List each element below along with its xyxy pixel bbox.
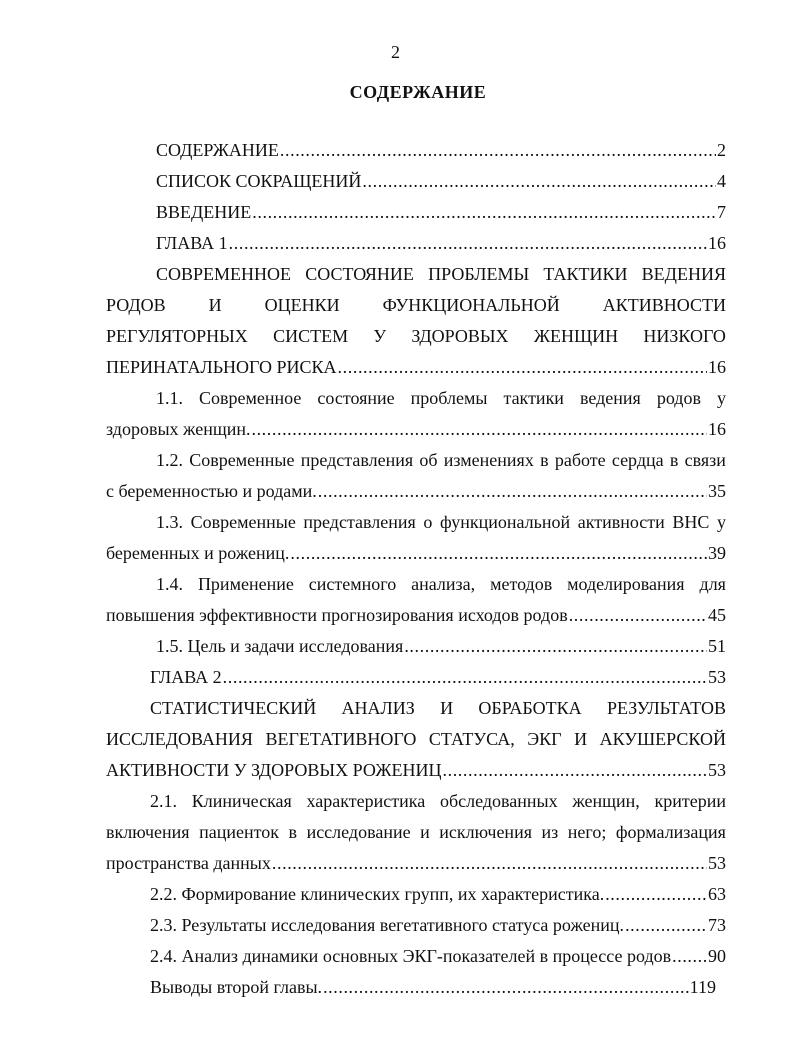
word: СОВРЕМЕННОЕ [156,264,292,284]
word: У [373,326,387,346]
word: представления [300,450,414,470]
word: ОЦЕНКИ [264,295,340,315]
word: характеристика [306,791,426,811]
toc-entry-chapter1-title[interactable] [106,357,726,388]
word: проблемы [410,388,488,408]
word: включения [106,822,190,842]
toc-leader-dots [223,667,707,688]
word: него; [567,822,607,842]
word: Современное [199,388,302,408]
toc-leader-dots [404,636,707,657]
word: обследованных [439,791,558,811]
word: методов [490,574,553,594]
toc-entry-text: 2.3. Результаты исследования вегетативного статуса рожениц. [150,915,625,935]
toc-leader-dots [251,419,707,440]
word: критерии [654,791,726,811]
page-number: 2 [391,42,400,62]
word: функциональной [440,512,571,532]
word: РЕГУЛЯТОРНЫХ [106,326,248,346]
word: НИЗКОГО [643,326,726,346]
toc-entry-page: 16 [708,357,726,377]
word: в [540,450,549,470]
word: РЕЗУЛЬТАТОВ [606,698,726,718]
toc-entry-chapter2-conclusions[interactable] [150,977,716,1008]
toc-entry-page: 53 [708,667,726,687]
word: родов [656,388,701,408]
toc-leader-dots [672,946,707,967]
word: СТАТИСТИЧЕСКИЙ [150,698,317,718]
toc-entry-section-1-3[interactable] [106,543,726,574]
word: ВНС [672,512,710,532]
toc-entry-page: 45 [708,605,726,625]
toc-entry-section-2-1[interactable] [106,853,726,884]
word: СОСТОЯНИЕ [305,264,414,284]
toc-entry-text: ВВЕДЕНИЕ [156,202,252,222]
toc-chapter2-title-line-2 [106,729,726,760]
toc-entry-section-2-3[interactable] [150,915,726,946]
toc-entry-page: 51 [708,636,726,656]
word: моделирования [567,574,685,594]
toc-chapter1-title-line-2 [106,295,726,326]
toc-entry-page: 90 [708,946,726,966]
toc-entry-text: 1.5. Цель и задачи исследования [156,636,404,656]
word: ОБРАБОТКА [478,698,582,718]
toc-leader-dots [338,357,707,378]
word: СИСТЕМ [273,326,349,346]
word: 1.2. [156,450,183,470]
word: Клиническая [191,791,292,811]
toc-entry-text: ГЛАВА 1 [156,233,228,253]
word: ЖЕНЩИН [533,326,619,346]
word: ЭКГ [527,729,562,749]
word: в [669,450,679,470]
toc-entry-text: пространства данных [106,853,271,873]
word: АКУШЕРСКОЙ [599,729,726,749]
toc-section-1-2-line-1 [156,450,726,481]
word: представления [303,512,416,532]
word: в [288,822,298,842]
word: работе [554,450,606,470]
word: у [716,512,726,532]
toc-leader-dots [443,760,708,781]
word: об [419,450,438,470]
toc-chapter2-title-line-1 [150,698,726,729]
toc-entry-text: СОДЕРЖАНИЕ [156,140,279,160]
toc-entry-page: 4 [717,171,726,191]
word: ФУНКЦИОНАЛЬНОЙ [382,295,560,315]
toc-entry-text: Выводы второй главы. [150,977,323,997]
word: Современные [190,512,296,532]
toc-entry-section-1-4[interactable] [106,605,726,636]
word: СТАТУСА, [428,729,515,749]
toc-entry-page: 16 [708,419,726,439]
toc-entry-text: АКТИВНОСТИ У ЗДОРОВЫХ РОЖЕНИЦ [106,760,442,780]
toc-entry-text: ПЕРИНАТАЛЬНОГО РИСКА [106,357,337,377]
word: 1.3. [156,512,183,532]
toc-entry-chapter1-label[interactable] [156,233,726,264]
toc-leader-dots [625,915,707,936]
toc-section-2-1-line-2 [106,822,726,853]
toc-entry-page: 119 [689,977,716,997]
word: исключения [439,822,532,842]
toc-entry-page: 39 [708,543,726,563]
word: ИССЛЕДОВАНИЯ [106,729,253,749]
word: 1.1. [156,388,183,408]
toc-entry-page: 63 [708,884,726,904]
toc-leader-dots [323,977,689,998]
word: у [716,388,726,408]
toc-entry-introduction[interactable] [156,202,726,233]
toc-entry-section-1-5[interactable] [156,636,726,667]
toc-entry-text: повышения эффективности прогнозирования исходов родов [106,605,568,625]
word: АКТИВНОСТИ [602,295,726,315]
word: АНАЛИЗ [341,698,415,718]
word: активности [577,512,665,532]
toc-entry-page: 53 [708,760,726,780]
toc-leader-dots [280,140,716,161]
word: тактики [503,388,564,408]
word: пациенток [199,822,279,842]
word: И [574,729,588,749]
word: о [423,512,433,532]
word: анализа, [411,574,476,594]
toc-leader-dots [569,605,707,626]
toc-leader-dots [229,233,707,254]
toc-leader-dots [252,202,716,223]
toc-entry-abbreviations[interactable] [156,171,726,202]
toc-leader-dots [272,853,707,874]
word: ЗДОРОВЫХ [411,326,509,346]
toc-section-1-3-line-1 [156,512,726,543]
toc-section-1-4-line-1 [156,574,726,605]
word: изменениях [443,450,534,470]
word: формализация [615,822,726,842]
word: для [699,574,726,594]
word: исследование [306,822,411,842]
toc-entry-page: 16 [708,233,726,253]
toc-entry-text: ГЛАВА 2 [150,667,222,687]
word: связи [684,450,726,470]
page-title: СОДЕРЖАНИЕ [349,82,487,102]
word: ПРОБЛЕМЫ [428,264,530,284]
toc-entry-text: СПИСОК СОКРАЩЕНИЙ [156,171,362,191]
toc-entry-section-1-1[interactable] [106,419,726,450]
toc-section-1-1-line-1 [156,388,726,419]
toc-entry-text: с беременностью и родами. [106,481,317,501]
word: Применение [197,574,294,594]
toc-leader-dots [318,481,707,502]
toc-entry-page: 53 [708,853,726,873]
word: женщин, [572,791,640,811]
toc-leader-dots [362,171,716,192]
toc-entry-page: 7 [717,202,726,222]
word: Современные [189,450,295,470]
toc-entry-section-2-2[interactable] [150,884,726,915]
toc-entry-chapter2-label[interactable] [150,667,726,698]
toc-entry-section-1-2[interactable] [106,481,726,512]
toc-entry-page: 35 [708,481,726,501]
word: 2.1. [150,791,177,811]
word: и [420,822,430,842]
toc-entry-text: 2.2. Формирование клинических групп, их характеристика. [150,884,605,904]
toc-entry-section-2-4[interactable] [150,946,726,977]
toc-section-2-1-line-1 [150,791,726,822]
toc-entry-text: 2.4. Анализ динамики основных ЭКГ-показателей в процессе родов [150,946,672,966]
word: РОДОВ [106,295,166,315]
toc-entry-page: 73 [708,915,726,935]
toc-leader-dots [290,543,707,564]
word: И [440,698,454,718]
toc-leader-dots [605,884,707,905]
word: 1.4. [156,574,183,594]
toc-entry-text: беременных и рожениц. [106,543,290,563]
word: состояние [317,388,395,408]
word: ведения [579,388,641,408]
word: сердца [611,450,664,470]
word: из [541,822,559,842]
word: И [208,295,222,315]
toc-entry-chapter2-title[interactable] [106,760,726,791]
toc-entry-page: 2 [717,140,726,160]
toc-entry-contents[interactable] [156,140,726,171]
toc-chapter1-title-line-3 [106,326,726,357]
word: системного [308,574,397,594]
word: ВЕГЕТАТИВНОГО [265,729,417,749]
toc-entry-text: здоровых женщин. [106,419,251,439]
word: ВЕДЕНИЯ [641,264,726,284]
word: ТАКТИКИ [543,264,628,284]
toc-chapter1-title-line-1 [156,264,726,295]
